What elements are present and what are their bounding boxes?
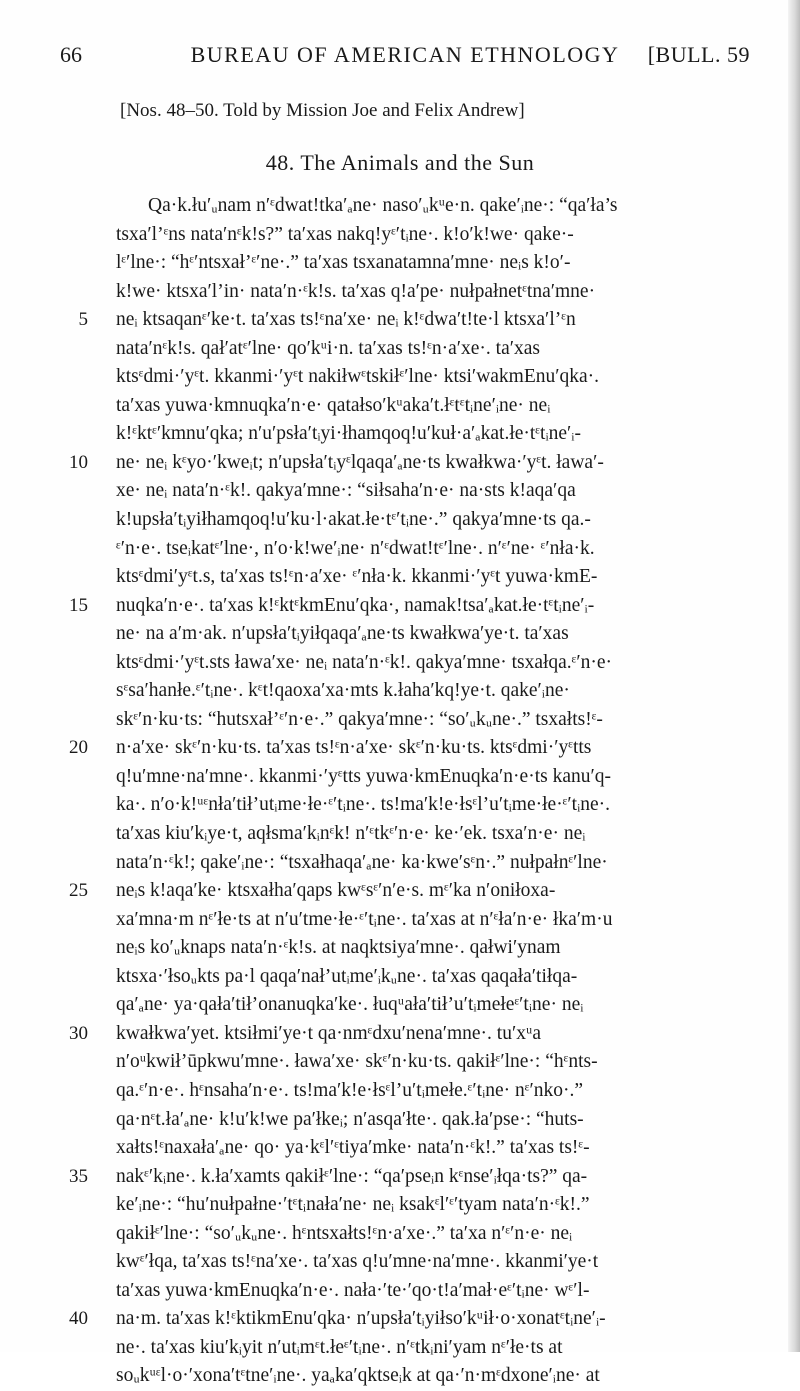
line-text: q!u′mne·na′mne·. kkanmi·′yᵋtts yuwa·kmEnuqka′n·e·ts kanu′q- (116, 765, 611, 787)
line-text: qakiłᵋ′lne·: “so′ᵤkᵤne·. hᵋntsxałts!ᵋn·a′xe·.” ta′xa n′ᵋ′n·e· neᵢ (116, 1222, 573, 1244)
line-number: 35 (69, 1165, 88, 1187)
text-line (66, 392, 756, 421)
text-line (66, 763, 756, 792)
text-line (66, 477, 756, 506)
source-note: [Nos. 48–50. Told by Mission Joe and Felix Andrew] (120, 100, 525, 121)
line-text: n′oᵘkwił’ūpkwu′mne·. ława′xe· skᵋ′n·ku·ts. qakiłᵋ′lne·: “hᵋnts- (116, 1051, 598, 1073)
line-text: nata′nᵋk!s. qał′atᵋ′lne· qo′kᵘi·n. ta′xas ts!ᵋn·a′xe·. ta′xas (116, 337, 541, 359)
bulletin-reference: [BULL. 59 (647, 42, 750, 67)
line-text: xe· neᵢ nata′n·ᵋk!. qakya′mne·: “siłsaha′n·e· na·sts k!aqa′qa (116, 480, 576, 502)
text-line (66, 1020, 756, 1049)
text-line (66, 1077, 756, 1106)
text-line (66, 449, 756, 478)
text-line (66, 1248, 756, 1277)
line-number: 20 (69, 737, 88, 759)
text-line (66, 535, 756, 564)
text-line (66, 506, 756, 535)
line-text: n·a′xe· skᵋ′n·ku·ts. ta′xas ts!ᵋn·a′xe· skᵋ′n·ku·ts. ktsᵋdmi·′yᵋtts (116, 737, 592, 759)
line-text: nakᵋ′kᵢne·. k.ła′xamts qakiłᵋ′lne·: “qa′pseᵢn kᵋnse′ᵢłqa·ts?” qa- (116, 1165, 588, 1187)
line-text: ktsxa·′łsoᵤkts pa·l qaqa′nał’utᵢme′ᵢkᵤne·. ta′xas qaqała′tiłqa- (116, 965, 578, 987)
line-text: ta′xas yuwa·kmnuqka′n·e· qatałso′kᵘaka′t.łᵋtᵋtᵢne′ᵢne· neᵢ (116, 394, 551, 416)
text-line (66, 563, 756, 592)
line-text: k!upsła′tᵢyiłhamqoq!u′ku·l·akat.łe·tᵋ′tᵢne·.” qakya′mne·ts qa.- (116, 509, 591, 531)
text-line (66, 820, 756, 849)
story-title: 48. The Animals and the Sun (265, 150, 535, 175)
line-text: ta′xas yuwa·kmEnuqka′n·e·. nała·′te·′qo·t!a′mał·eᵋ′tᵢne· wᵋ′l- (116, 1279, 590, 1301)
running-head (60, 42, 750, 72)
text-line (66, 620, 756, 649)
text-line (66, 734, 756, 763)
line-text: ᵋ′n·e·. tseᵢkatᵋ′lne·, n′o·k!we′ᵢne· n′ᵋdwat!tᵋ′lne·. n′ᵋ′ne· ᵋ′nła·k. (116, 537, 595, 559)
text-line (66, 791, 756, 820)
line-number: 5 (78, 309, 88, 331)
text-line (66, 1277, 756, 1306)
text-line (66, 249, 756, 278)
line-text: ne· na a′m·ak. n′upsła′tᵢyiłqaqa′ₐne·ts kwałkwa′ye·t. ta′xas (116, 623, 569, 645)
line-text: ka·. n′o·k!ᵘᵋnła′tił’utᵢme·łe·ᵋ′tᵢne·. ts!ma′k!e·łsᵋl’u′tᵢme·łe·ᵋ′tᵢne·. (116, 794, 611, 816)
line-text: qa·nᵋt.ła′ₐne· k!u′k!we pa′łkeᵢ; n′asqa′łte·. qak.ła′pse·: “huts- (116, 1108, 584, 1130)
line-text: neᵢ ktsaqanᵋ′ke·t. ta′xas ts!ᵋna′xe· neᵢ k!ᵋdwa′t!te·l ktsxa′l’ᵋn (116, 309, 576, 331)
line-text: kwᵋ′łqa, ta′xas ts!ᵋna′xe·. ta′xas q!u′mne·na′mne·. kkanmi′ye·t (116, 1251, 599, 1273)
text-line (66, 420, 756, 449)
text-line (66, 278, 756, 307)
text-line (66, 1048, 756, 1077)
text-line (66, 906, 756, 935)
page-number: 66 (60, 42, 82, 67)
line-text: neᵢs ko′ᵤknaps nata′n·ᵋk!s. at naqktsiya′mne·. qałwi′ynam (116, 937, 561, 959)
text-line (66, 934, 756, 963)
line-text: xałts!ᵋnaxała′ₐne· qo· ya·kᵋl′ᵋtiya′mke· nata′n·ᵋk!.” ta′xas ts!ᵋ- (116, 1137, 590, 1159)
line-text: neᵢs k!aqa′ke· ktsxałha′qaps kwᵋsᵋ′n′e·s. mᵋ′ka n′oniłoxa- (116, 880, 556, 902)
text-line (66, 221, 756, 250)
text-block (66, 192, 756, 1391)
text-line (66, 1362, 756, 1391)
line-text: ke′ᵢne·: “hu′nułpałne·′tᵋtᵢnała′ne· neᵢ ksakᵋl′ᵋ′tyam nata′n·ᵋk!.” (116, 1194, 590, 1216)
line-text: xa′mna·m nᵋ′łe·ts at n′u′tme·łe·ᵋ′tᵢne·. ta′xas at n′ᵋła′n·e· łka′m·u (116, 908, 613, 930)
line-text: nata′n·ᵋk!; qake′ᵢne·: “tsxałhaqa′ₐne· ka·kwe′sᵋn·.” nułpałnᵋ′lne· (116, 851, 608, 873)
text-line (66, 335, 756, 364)
line-number: 10 (69, 451, 88, 473)
text-line (66, 877, 756, 906)
text-line (66, 306, 756, 335)
text-line (66, 363, 756, 392)
line-text: kwałkwa′yet. ktsiłmi′ye·t qa·nmᵋdxu′nena′mne·. tu′xᵘa (116, 1022, 542, 1044)
line-number: 25 (69, 880, 88, 902)
text-line (66, 1334, 756, 1363)
text-line (66, 649, 756, 678)
text-line (66, 677, 756, 706)
line-text: nuqka′n·e·. ta′xas k!ᵋktᵋkmEnu′qka·, namak!tsa′ₐkat.łe·tᵋtᵢne′ᵢ- (116, 594, 595, 616)
line-text: tsxa′l’ᵋns nata′nᵋk!s?” ta′xas nakq!yᵋ′tᵢne·. k!o′k!we· qake·- (116, 223, 574, 245)
line-text: Qa·k.łu′ᵤnam n′ᵋdwat!tka′ₐne· naso′ᵤkᵘe·n. qake′ᵢne·: “qa′ła’s (148, 195, 618, 216)
book-spine-shadow (788, 0, 800, 1352)
line-text: k!ᵋktᵋ′kmnu′qka; n′u′psła′tᵢyi·łhamqoq!u′kuł·a′ₐkat.łe·tᵋtᵢne′ᵢ- (116, 423, 581, 445)
line-text: ktsᵋdmi·′yᵋt.sts ława′xe· neᵢ nata′n·ᵋk!. qakya′mne· tsxałqa.ᵋ′n·e· (116, 651, 613, 673)
text-line (66, 1191, 756, 1220)
text-line (66, 192, 756, 221)
text-line (66, 963, 756, 992)
line-text: ktsᵋdmi′yᵋt.s, ta′xas ts!ᵋn·a′xe· ᵋ′nła·k. kkanmi·′yᵋt yuwa·kmE- (116, 566, 598, 588)
text-line (66, 1220, 756, 1249)
line-text: ne·. ta′xas kiu′kᵢyit n′utᵢmᵋt.łeᵋ′tᵢne·. n′ᵋtkᵢni′yam nᵋ′łe·ts at (116, 1336, 563, 1358)
line-number: 15 (69, 594, 88, 616)
line-number: 30 (69, 1022, 88, 1044)
line-number: 40 (69, 1308, 88, 1330)
text-line (66, 849, 756, 878)
text-line (66, 1305, 756, 1334)
text-line (66, 1106, 756, 1135)
line-text: qa′ₐne· ya·qała′tił’onanuqka′ke·. łuqᵘała′tił’u′tᵢmełeᵋ′tᵢne· neᵢ (116, 994, 584, 1016)
line-text: ktsᵋdmi·′yᵋt. kkanmi·′yᵋt nakiłwᵋtskiłᵋ′lne· ktsi′wakmEnu′qka·. (116, 366, 600, 388)
text-line (66, 592, 756, 621)
journal-title: BUREAU OF AMERICAN ETHNOLOGY (190, 42, 620, 67)
line-text: sᵋsa′hanłe.ᵋ′tᵢne·. kᵋt!qaoxa′xa·mts k.łaha′kq!ye·t. qake′ᵢne· (116, 680, 570, 702)
text-line (66, 706, 756, 735)
text-line (66, 1163, 756, 1192)
line-text: lᵋ′lne·: “hᵋ′ntsxał’ᵋ′ne·.” ta′xas tsxanatamna′mne· neᵢs k!o′- (116, 252, 571, 274)
line-text: na·m. ta′xas k!ᵋktikmEnu′qka· n′upsła′tᵢyiłso′kᵘił·o·xonatᵋtᵢne′ᵢ- (116, 1308, 606, 1330)
text-line (66, 991, 756, 1020)
text-line (66, 1134, 756, 1163)
line-text: qa.ᵋ′n·e·. hᵋnsaha′n·e·. ts!ma′k!e·łsᵋl’u′tᵢmełe.ᵋ′tᵢne· nᵋ′nko·.” (116, 1079, 584, 1101)
line-text: ta′xas kiu′kᵢye·t, aqłsma′kᵢnᵋk! n′ᵋtkᵋ′n·e· ke·′ek. tsxa′n·e· neᵢ (116, 823, 586, 845)
line-text: skᵋ′n·ku·ts: “hutsxał’ᵋ′n·e·.” qakya′mne·: “so′ᵤkᵤne·.” tsxałts!ᵋ- (116, 708, 603, 730)
line-text: k!we· ktsxa′l’in· nata′n·ᵋk!s. ta′xas q!a′pe· nułpałnetᵋtna′mne· (116, 280, 596, 302)
line-text: soᵤkᵘᵋl·o·′xona′tᵋtne′ᵢne·. yaₐka′qktseᵢk at qa·′n·mᵋdxone′ᵢne· at (116, 1365, 600, 1387)
line-text: ne· neᵢ kᵋyo·′kweᵢt; n′upsła′tᵢyᵋlqaqa′ₐne·ts kwałkwa·′yᵋt. ława′- (116, 451, 604, 473)
